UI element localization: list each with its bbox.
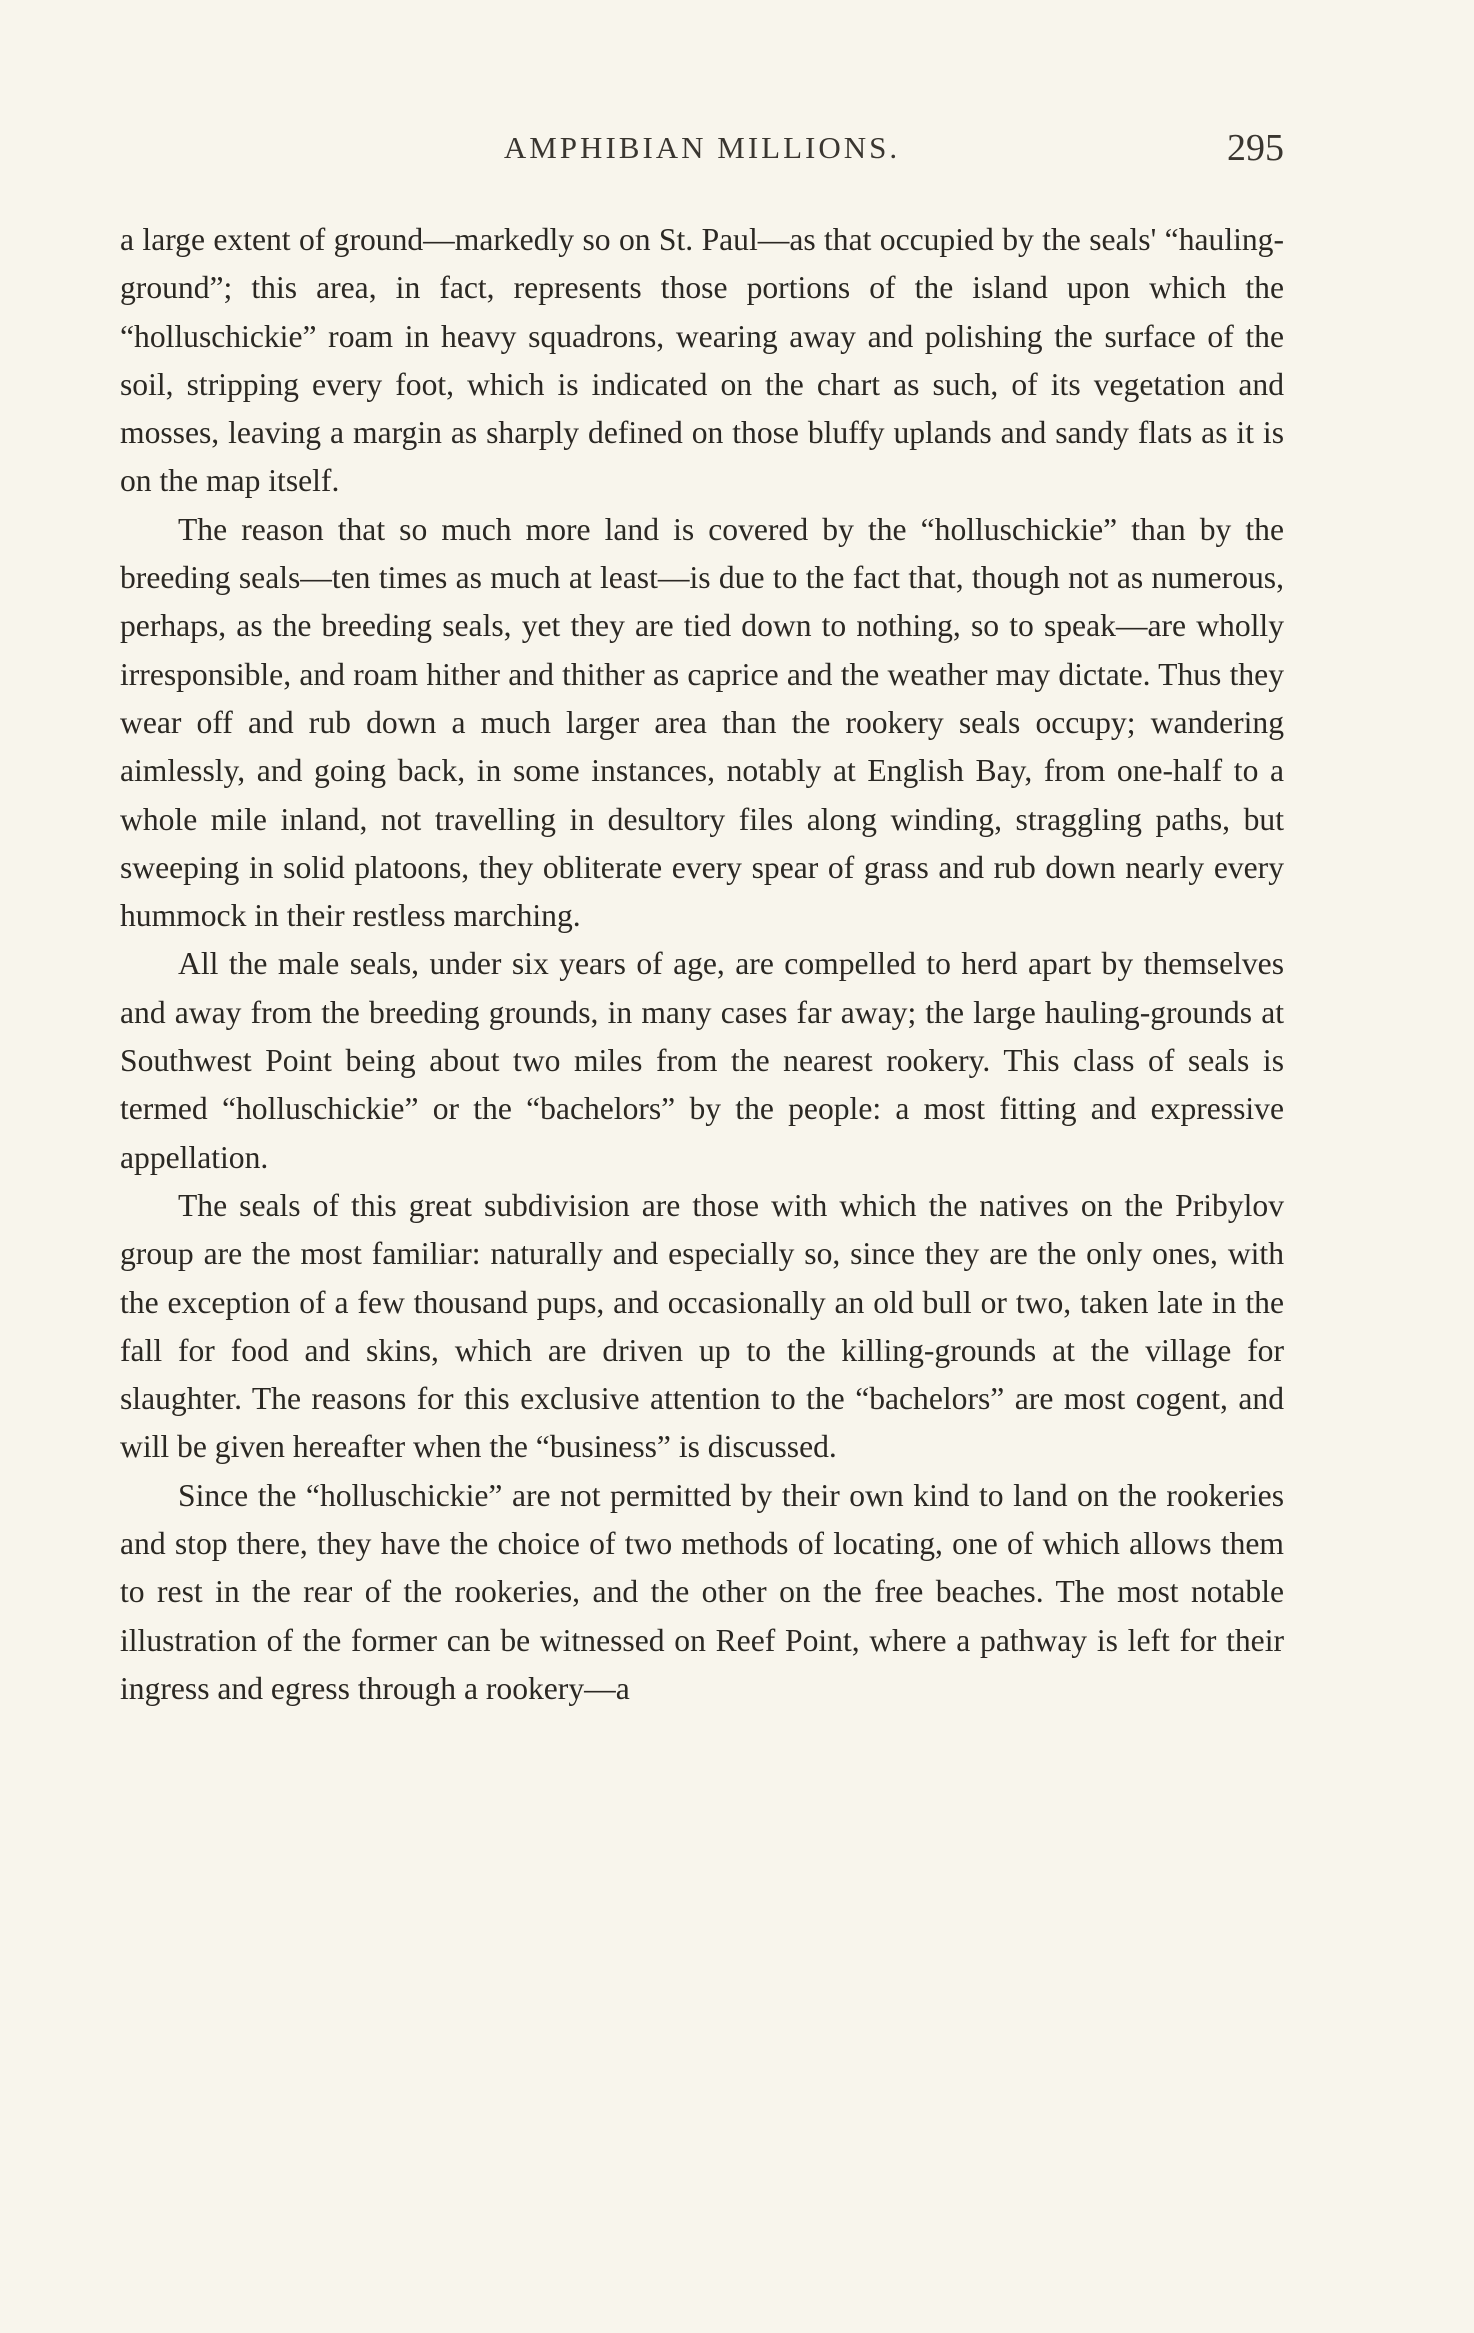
paragraph-5: Since the “holluschickie” are not permitted by their own kind to land on the rookeries and stop there, they have the choice of two methods of locating, one of which allows them to rest in the rear of the rookeries, and the other on the free beaches. The most notable illustration of the former can be witnessed on Reef Point, where a pathway is left for their ingress and egress through a rookery—a [120,1477,1284,1706]
paragraph-4: The seals of this great subdivision are those with which the natives on the Pribylov group are the most familiar: naturally and especially so, since they are the only ones, with the exception of a few thousand pups, and occasionally an old bull or two, taken late in the fall for food and skins, which are driven up to the killing-grounds at the village for slaughter. The reasons for this exclusive attention to the “bachelors” are most cogent, and will be given hereafter when the “business” is discussed. [120,1187,1284,1465]
paragraph-1: a large extent of ground—markedly so on St. Paul—as that occupied by the seals' “hauling-ground”; this area, in fact, represents those portions of the island upon which the “holluschickie” roam in heavy squadrons, wearing away and polishing the surface of the soil, stripping every foot, which is indicated on the chart as such, of its vegetation and mosses, leaving a margin as sharply defined on those bluffy uplands and sandy flats as it is on the map itself. [120,222,1284,499]
page-header [120,127,1284,190]
paragraph-2: The reason that so much more land is covered by the “holluschickie” than by the breeding seals—ten times as much at least—is due to the fact that, though not as numerous, perhaps, as the breeding seals, yet they are tied down to nothing, so to speak—are wholly irresponsible, and roam hither and thither as caprice and the weather may dictate. Thus they wear off and rub down a much larger area than the rookery seals occupy; wandering aimlessly, and going back, in some instances, notably at English Bay, from one-half to a whole mile inland, not travelling in desultory files along winding, straggling paths, but sweeping in solid platoons, they obliterate every spear of grass and rub down nearly every hummock in their restless marching. [120,511,1284,934]
running-title: AMPHIBIAN MILLIONS. [503,130,901,165]
book-page [120,127,1284,1713]
page-number: 295 [1227,127,1284,169]
paragraph-3: All the male seals, under six years of age, are compelled to herd apart by themselves and away from the breeding grounds, in many cases far away; the large hauling-grounds at Southwest Point being about two miles from the nearest rookery. This class of seals is termed “holluschickie” or the “bachelors” by the people: a most fitting and expressive appellation. [120,946,1284,1175]
body-text [120,216,1284,1713]
